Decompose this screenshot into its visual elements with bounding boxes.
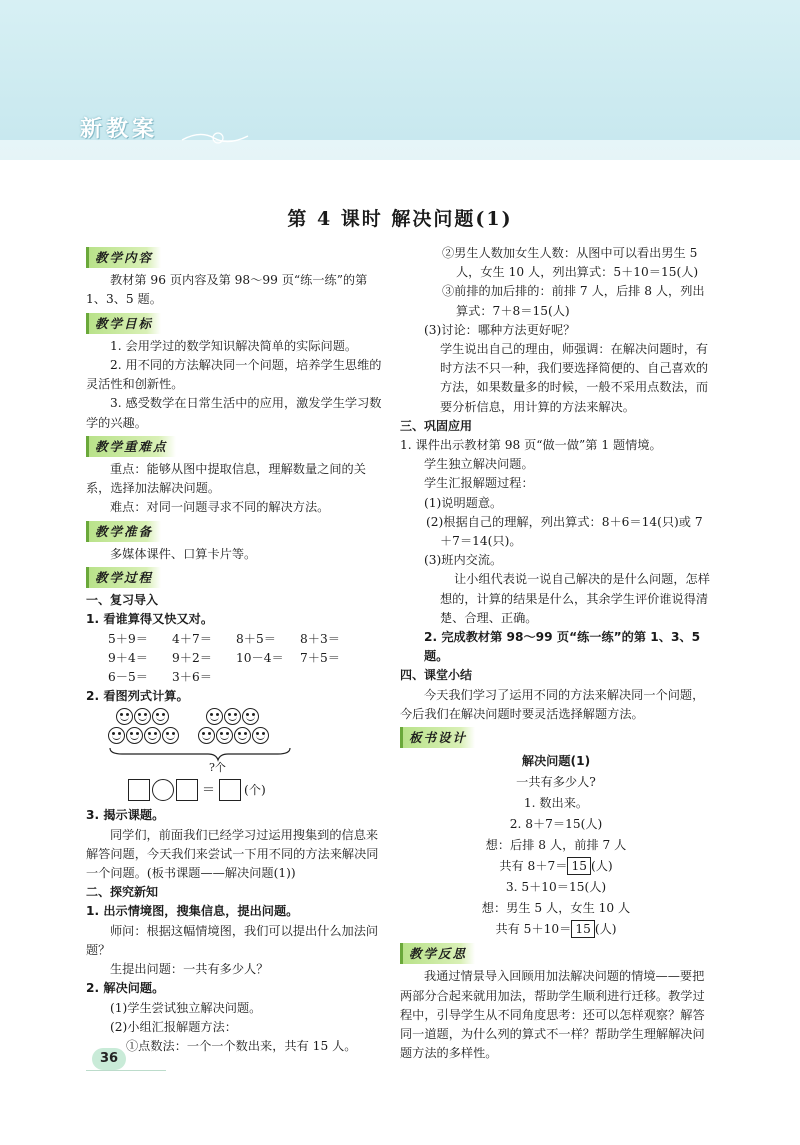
paragraph: 师问：根据这幅情境图，我们可以提出什么加法问题？	[86, 923, 379, 957]
paragraph: 学生汇报解题过程：	[424, 476, 534, 491]
list-item: 1. 课件出示教材第 98 页“做一做”第 1 题情境。	[400, 438, 662, 453]
smiley-icon	[234, 727, 251, 744]
goal-item: 1. 会用学过的数学知识解决简单的实际问题。	[110, 338, 358, 353]
smiley-icon	[162, 727, 179, 744]
smiley-icon	[134, 708, 151, 725]
board-total-unit: (人)	[594, 922, 617, 937]
board-title: 解决问题(1)	[521, 754, 591, 769]
smiley-icon	[224, 708, 241, 725]
paragraph: (2)小组汇报解题方法：	[110, 1019, 237, 1034]
smiley-icon	[116, 708, 133, 725]
section-tag-goals: 教学目标	[86, 313, 161, 334]
paragraph: (1)学生尝试独立解决问题。	[110, 1000, 262, 1015]
paragraph: (3)讨论：哪种方法更好呢？	[424, 322, 576, 337]
equation: 7＋5＝	[300, 650, 340, 665]
paragraph: 让小组代表说一说自己解决的是什么问题，怎样想的，计算的结果是什么，其余学生评价谁说得清楚、合理、正确。	[440, 572, 710, 625]
keypoint-item: 难点：对同一问题寻求不同的解决方法。	[110, 500, 330, 515]
list-item: 1. 看谁算得又快又对。	[86, 612, 214, 627]
section-tag-content: 教学内容	[86, 247, 161, 268]
board-design	[400, 751, 712, 940]
board-total	[400, 856, 712, 877]
paragraph: ①点数法：一个一个数出来，共有 15 人。	[126, 1038, 357, 1053]
board-method: 1. 数出来。	[523, 796, 589, 811]
banner-strip	[0, 140, 800, 160]
unit-label: (个)	[244, 782, 266, 797]
section-heading: 四、课堂小结	[400, 668, 473, 683]
paragraph: ②男生人数加女生人数：从图中可以看出男生 5 人，女生 10 人，列出算式：5＋10＝15(人)	[442, 246, 699, 280]
list-item: 3. 揭示课题。	[86, 808, 165, 823]
paragraph: (1)说明题意。	[424, 495, 503, 510]
board-total-expr: 共有 8＋7＝	[499, 859, 568, 874]
paragraph: 生提出问题：一共有多少人？	[110, 962, 269, 977]
equals-sign: ＝	[202, 782, 216, 798]
list-item: 2. 完成教材第 98～99 页“练一练”的第 1、3、5 题。	[424, 630, 701, 664]
smiley-icon	[198, 727, 215, 744]
keypoint-item: 重点：能够从图中提取信息，理解数量之间的关系，选择加法解决问题。	[86, 462, 366, 496]
section-heading: 三、巩固应用	[400, 418, 473, 433]
paragraph: 学生独立解决问题。	[424, 457, 534, 472]
section-tag-prep: 教学准备	[86, 521, 161, 542]
section-tag-process: 教学过程	[86, 567, 161, 588]
section-tag-keypoints: 教学重难点	[86, 436, 176, 457]
board-total-expr: 共有 5＋10＝	[495, 922, 572, 937]
board-method: 2. 8＋7＝15(人)	[509, 817, 603, 832]
right-column	[400, 244, 712, 1064]
equation: 10－4＝	[236, 650, 284, 665]
smiley-figure	[86, 708, 382, 775]
ornament-icon	[180, 126, 250, 148]
paragraph: (2)根据自己的理解，列出算式：8＋6＝14(只)或 7＋7＝14(只)。	[426, 514, 703, 549]
equation: 8＋5＝	[236, 631, 276, 646]
list-item: 2. 看图列式计算。	[86, 689, 189, 704]
goal-item: 3. 感受数学在日常生活中的应用，激发学生学习数学的兴趣。	[86, 396, 382, 430]
list-item: 1. 出示情境图，搜集信息，提出问题。	[86, 904, 299, 919]
section-tag-reflection: 教学反思	[400, 943, 475, 964]
reflection-text: 我通过情景导入回顾用加法解决问题的情境——要把两部分合起来就用加法，帮助学生顺利进行迁移。教学过程中，引导学生从不同角度思考：还可以怎样观察？解答同一道题，为什么列的算式不一样？帮助学生理解解决问题方法的多样性。	[400, 969, 705, 1061]
board-question: 一共有多少人?	[516, 775, 596, 790]
smiley-icon	[252, 727, 269, 744]
list-item: 2. 解决问题。	[86, 981, 165, 996]
paragraph: 今天我们学习了运用不同的方法来解决同一个问题，今后我们在解决问题时要灵活选择解题方法。	[400, 687, 705, 721]
paragraph: 同学们，前面我们已经学习过运用搜集到的信息来解答问题，今天我们来尝试一下用不同的方法来解决同一个问题。(板书课题——解决问题(1))	[86, 827, 379, 881]
smiley-icon	[152, 708, 169, 725]
section-heading: 一、复习导入	[86, 593, 159, 608]
section-heading: 二、探究新知	[86, 885, 159, 900]
content-text: 教材第 96 页内容及第 98～99 页“练一练”的第 1、3、5 题。	[86, 273, 368, 307]
page-number-line	[86, 1070, 166, 1071]
question-label: ?个	[209, 761, 226, 775]
section-tag-board: 板书设计	[400, 727, 475, 748]
header-banner	[0, 0, 800, 160]
smiley-icon	[206, 708, 223, 725]
equation: 5＋9＝	[108, 631, 148, 646]
smiley-icon	[126, 727, 143, 744]
equation: 4＋7＝	[172, 631, 212, 646]
smiley-icon	[242, 708, 259, 725]
paragraph: ③前排的加后排的：前排 7 人，后排 8 人，列出算式：7＋8＝15(人)	[442, 284, 705, 318]
board-think: 想：后排 8 人，前排 7 人	[485, 838, 627, 853]
page-number: 36	[92, 1048, 126, 1070]
goal-item: 2. 用不同的方法解决同一个问题，培养学生思维的灵活性和创新性。	[86, 358, 382, 392]
blank-circle	[152, 779, 174, 801]
board-total	[400, 919, 712, 940]
paragraph: 学生说出自己的理由，师强调：在解决问题时，有时方法不只一种，我们要选择简便的、自己喜欢的方法，如果数量多的时候，一般不采用点数法，而要分析信息，用计算的方法来解决。	[440, 342, 709, 414]
answer-box-row	[128, 776, 382, 804]
prep-text: 多媒体课件、口算卡片等。	[110, 546, 257, 561]
board-total-box: 15	[567, 857, 591, 875]
equation: 3＋6＝	[172, 670, 212, 685]
brand-logo: 新教案	[80, 117, 159, 142]
blank-box	[219, 779, 241, 801]
board-total-box: 15	[571, 920, 595, 938]
lesson-title: 第 4 课时 解决问题(1)	[287, 208, 513, 230]
equation: 9＋4＝	[108, 650, 148, 665]
equation-grid	[86, 630, 382, 688]
left-column	[86, 244, 382, 1056]
equation: 9＋2＝	[172, 650, 212, 665]
equation: 6－5＝	[108, 670, 148, 685]
smiley-icon	[144, 727, 161, 744]
smiley-icon	[216, 727, 233, 744]
board-total-unit: (人)	[590, 859, 613, 874]
board-think: 想：男生 5 人，女生 10 人	[481, 901, 631, 916]
equation: 8＋3＝	[300, 631, 340, 646]
smiley-icon	[108, 727, 125, 744]
blank-box	[176, 779, 198, 801]
paragraph: (3)班内交流。	[424, 553, 503, 568]
blank-box	[128, 779, 150, 801]
board-method: 3. 5＋10＝15(人)	[505, 880, 607, 895]
